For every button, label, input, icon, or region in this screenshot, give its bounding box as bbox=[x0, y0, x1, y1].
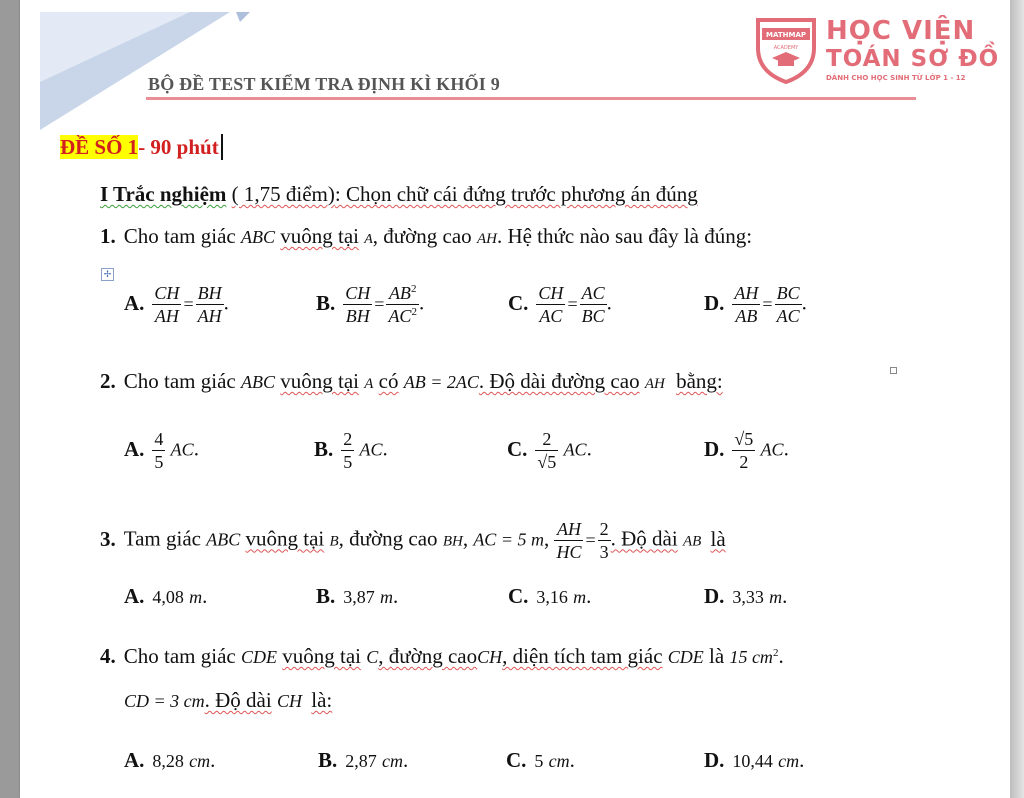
stem-text: , bbox=[462, 526, 469, 551]
math-var: ABC bbox=[206, 529, 241, 550]
frac-den: AC bbox=[776, 305, 800, 326]
option-value: 2,87 bbox=[345, 751, 377, 771]
stem-text: là: bbox=[311, 688, 333, 712]
stem-text: vuông tại bbox=[245, 526, 325, 551]
frac-num: √5 bbox=[734, 429, 754, 449]
exam-number: ĐỀ SỐ 1 bbox=[60, 135, 139, 159]
math-var: AC = 5 m bbox=[473, 529, 544, 550]
frac-den: 5 bbox=[343, 451, 353, 472]
option-unit: cm bbox=[382, 751, 404, 771]
option-unit: m bbox=[769, 587, 783, 607]
frac-den: BH bbox=[345, 305, 370, 326]
math-var: ABC bbox=[240, 372, 275, 392]
option-tail: . bbox=[569, 748, 575, 772]
frac-den: AH bbox=[197, 305, 222, 326]
stem-text: vuông tại bbox=[280, 369, 359, 393]
math-var: CDE bbox=[240, 647, 277, 667]
frac-num: 2 bbox=[599, 519, 609, 539]
option-tail: . bbox=[202, 584, 208, 608]
stem-text: có bbox=[378, 369, 399, 393]
math-var: B bbox=[329, 533, 339, 550]
frac-num: AH bbox=[734, 283, 759, 303]
math-var: C bbox=[366, 647, 379, 667]
stem-text: , đường cao bbox=[338, 526, 438, 551]
shield-text: MATHMAP bbox=[766, 31, 806, 39]
math-var: BH bbox=[442, 533, 463, 550]
stem-text: vuông tại bbox=[282, 644, 361, 668]
section-instruction: : Chọn chữ cái đứng trước phương án đúng bbox=[334, 182, 698, 206]
option-letter: B. bbox=[314, 436, 334, 461]
exam-duration: - 90 phút bbox=[138, 135, 219, 159]
option-unit: cm bbox=[778, 751, 800, 771]
stem-text: . Hệ thức nào sau đây là đúng: bbox=[496, 224, 753, 248]
math-var: A bbox=[364, 232, 373, 247]
frac-num: CH bbox=[154, 283, 180, 303]
q3-option-d[interactable] bbox=[704, 584, 787, 609]
question-4-stem-line2 bbox=[124, 688, 332, 713]
stem-text: , đường cao bbox=[378, 644, 478, 668]
cell-marker-icon bbox=[890, 367, 897, 374]
math-var: AC bbox=[563, 439, 587, 460]
q2-option-a[interactable] bbox=[124, 430, 199, 472]
stem-text: Cho tam giác bbox=[123, 369, 236, 393]
frac-num: AC bbox=[581, 283, 605, 303]
option-letter: D. bbox=[704, 748, 725, 772]
option-letter: A. bbox=[124, 436, 145, 461]
math-var: AC bbox=[359, 439, 383, 460]
header-rule bbox=[146, 97, 916, 100]
frac-num: CH bbox=[538, 283, 564, 303]
q4-option-d[interactable] bbox=[704, 748, 804, 773]
math-var: CD = 3 cm bbox=[124, 691, 205, 711]
math-var: CH bbox=[276, 691, 302, 711]
q4-option-c[interactable] bbox=[506, 748, 575, 773]
exponent: 2 bbox=[772, 647, 779, 659]
stem-text: bằng: bbox=[676, 369, 723, 393]
logo-line2: TOÁN SƠ ĐỒ bbox=[826, 46, 1000, 72]
stem-text: . Độ dài bbox=[204, 688, 272, 712]
stem-text: Cho tam giác bbox=[123, 224, 236, 248]
math-var: AH bbox=[476, 231, 497, 247]
frac-den: AB bbox=[735, 305, 758, 326]
stem-text: là bbox=[710, 526, 726, 551]
frac-den: 3 bbox=[599, 541, 609, 562]
frac-num: 2 bbox=[535, 430, 558, 451]
shield-icon bbox=[752, 14, 820, 84]
question-3-stem: 3. Tam giác ABC vuông tại B, đường cao BH, AC = 5 m, $\frac{AH}{HC}$ = $\frac{2}{3}$ . Độ dài AB là bbox=[100, 519, 726, 562]
option-value: 5 bbox=[534, 751, 544, 771]
q4-option-a[interactable] bbox=[124, 748, 215, 773]
stem-text: Cho tam giác bbox=[123, 644, 236, 668]
option-letter: D. bbox=[704, 290, 725, 315]
option-letter: C. bbox=[506, 748, 527, 772]
q1-option-b[interactable]: B. $\frac{CH}{BH}$ = $\frac{AB^2}{AC^2}$ . bbox=[316, 283, 425, 326]
option-tail: . bbox=[606, 290, 612, 315]
option-letter: C. bbox=[508, 290, 529, 315]
option-letter: A. bbox=[124, 290, 145, 315]
option-letter: C. bbox=[507, 436, 528, 461]
frac-num: CH bbox=[345, 283, 371, 303]
question-4-stem bbox=[100, 644, 784, 669]
stem-text: . Độ dài đường cao bbox=[478, 369, 640, 393]
math-var: A bbox=[364, 376, 374, 392]
option-letter: B. bbox=[316, 584, 336, 608]
exponent: 2 bbox=[410, 283, 417, 295]
option-tail: . bbox=[418, 290, 425, 315]
math-var: 15 cm bbox=[729, 647, 773, 667]
move-handle-icon[interactable]: ✢ bbox=[101, 268, 114, 281]
option-value: 10,44 bbox=[732, 751, 773, 771]
logo-line1: HỌC VIỆN bbox=[826, 16, 976, 46]
logo-tagline: DÀNH CHO HỌC SINH TỪ LỚP 1 - 12 bbox=[826, 74, 966, 82]
frac-num: BC bbox=[776, 283, 800, 303]
section-label: I Trắc nghiệm bbox=[100, 182, 227, 206]
option-letter: B. bbox=[318, 748, 338, 772]
q4-option-b[interactable] bbox=[318, 748, 408, 773]
option-letter: C. bbox=[508, 584, 529, 608]
q1-option-a[interactable]: A. $\frac{CH}{AH}$ = $\frac{BH}{AH}$ . bbox=[124, 283, 229, 326]
page-edge bbox=[1010, 0, 1024, 798]
option-tail: . bbox=[586, 584, 592, 608]
math-var: CH bbox=[477, 647, 503, 667]
stem-text: Tam giác bbox=[123, 526, 201, 551]
math-var: ABC bbox=[240, 227, 275, 247]
exam-title bbox=[60, 134, 223, 160]
option-letter: A. bbox=[124, 584, 145, 608]
option-tail: . bbox=[801, 290, 807, 315]
stem-text: , diện tích tam giác bbox=[502, 644, 663, 668]
option-value: 3,87 bbox=[343, 587, 375, 607]
question-number: 1. bbox=[100, 224, 116, 248]
frac-den: 2 bbox=[739, 451, 749, 472]
q2-option-d[interactable] bbox=[704, 430, 789, 472]
frac-num: AB bbox=[388, 283, 411, 303]
option-tail: . bbox=[223, 290, 229, 315]
math-var: AC bbox=[760, 439, 784, 460]
option-unit: m bbox=[380, 587, 394, 607]
section-points: ( 1,75 điểm) bbox=[231, 182, 335, 206]
frac-den: BC bbox=[581, 305, 605, 326]
frac-den: AC bbox=[539, 305, 563, 326]
academy-logo bbox=[752, 14, 1000, 84]
frac-den: AC bbox=[388, 305, 412, 326]
frac-num: 2 bbox=[343, 429, 353, 449]
option-unit: cm bbox=[189, 751, 211, 771]
frac-num: BH bbox=[197, 283, 222, 303]
option-letter: B. bbox=[316, 290, 336, 315]
question-number: 4. bbox=[100, 644, 116, 668]
option-value: 3,33 bbox=[732, 587, 764, 607]
option-tail: . bbox=[193, 436, 199, 461]
option-unit: cm bbox=[548, 751, 570, 771]
stem-text: . bbox=[778, 644, 784, 668]
option-tail: . bbox=[799, 748, 805, 772]
stem-text: . Độ dài bbox=[610, 526, 678, 551]
stem-text: , đường cao bbox=[372, 224, 472, 248]
section-heading bbox=[100, 182, 698, 207]
frac-num: AH bbox=[554, 520, 583, 541]
q2-option-c[interactable] bbox=[507, 430, 592, 472]
option-letter: D. bbox=[704, 584, 725, 608]
corner-decoration bbox=[40, 12, 250, 132]
option-letter: D. bbox=[704, 436, 725, 461]
q1-option-c[interactable]: C. $\frac{CH}{AC}$ = $\frac{AC}{BC}$ . bbox=[508, 283, 612, 326]
question-2-stem bbox=[100, 369, 723, 394]
math-var: AC bbox=[170, 439, 194, 460]
math-var: AH bbox=[644, 376, 665, 392]
q3-option-c[interactable] bbox=[508, 584, 591, 609]
option-value: 4,08 bbox=[152, 587, 184, 607]
exponent: 2 bbox=[411, 305, 417, 318]
option-tail: . bbox=[382, 436, 388, 461]
math-var: AB = 2AC bbox=[403, 372, 479, 392]
option-unit: m bbox=[189, 587, 203, 607]
stem-text: là bbox=[709, 644, 725, 668]
option-tail: . bbox=[210, 748, 216, 772]
frac-den: AH bbox=[154, 305, 179, 326]
question-1-stem bbox=[100, 224, 752, 249]
q3-option-a[interactable] bbox=[124, 584, 207, 609]
shield-sub: ACADEMY bbox=[773, 45, 799, 51]
header-title: BỘ ĐỀ TEST KIỂM TRA ĐỊNH KÌ KHỐI 9 bbox=[148, 74, 500, 94]
q1-option-d[interactable]: D. $\frac{AH}{AB}$ = $\frac{BC}{AC}$ . bbox=[704, 283, 807, 326]
question-number: 2. bbox=[100, 369, 116, 393]
question-number: 3. bbox=[100, 526, 116, 551]
frac-den: √5 bbox=[537, 451, 557, 472]
frac-den: HC bbox=[556, 541, 582, 562]
option-value: 3,16 bbox=[536, 587, 568, 607]
option-tail: . bbox=[782, 584, 788, 608]
math-var: CDE bbox=[667, 647, 704, 667]
q3-option-b[interactable] bbox=[316, 584, 398, 609]
option-tail: . bbox=[783, 436, 789, 461]
option-letter: A. bbox=[124, 748, 145, 772]
q2-option-b[interactable] bbox=[314, 430, 388, 472]
option-unit: m bbox=[573, 587, 587, 607]
option-tail: . bbox=[586, 436, 592, 461]
frac-num: 4 bbox=[154, 429, 164, 449]
math-var: AB bbox=[682, 533, 702, 550]
stem-text: , bbox=[543, 526, 550, 551]
option-tail: . bbox=[393, 584, 399, 608]
option-value: 8,28 bbox=[152, 751, 184, 771]
option-tail: . bbox=[403, 748, 409, 772]
stem-text: vuông tại bbox=[280, 224, 359, 248]
frac-den: 5 bbox=[154, 451, 164, 472]
